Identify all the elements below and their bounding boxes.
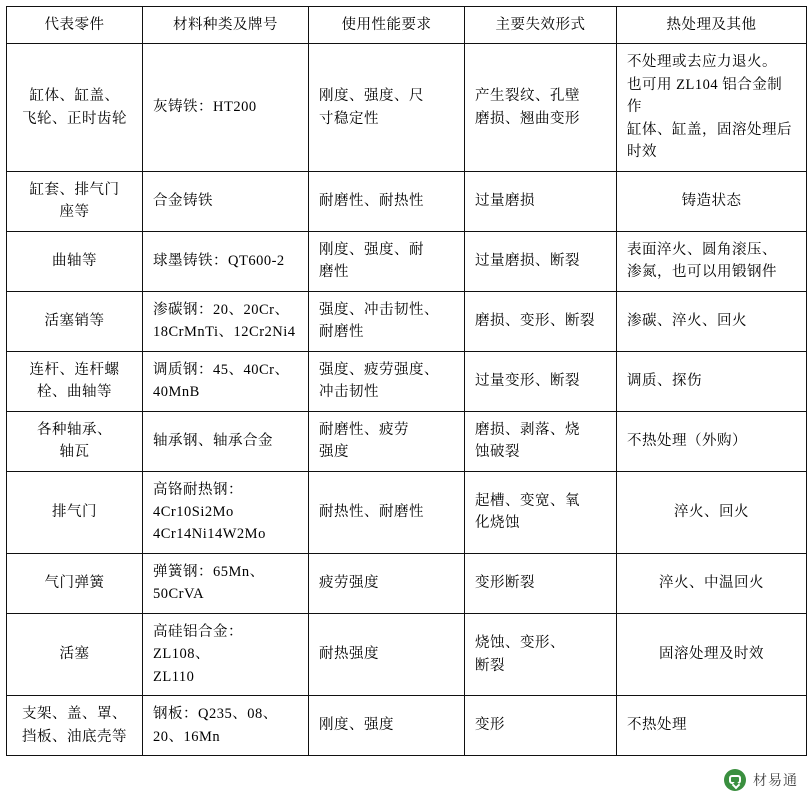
cell-performance: 强度、疲劳强度、 冲击韧性: [309, 351, 465, 411]
table-row: [7, 351, 807, 411]
cell-part: 支架、盖、罩、 挡板、油底壳等: [7, 696, 143, 756]
cell-part: 各种轴承、 轴瓦: [7, 411, 143, 471]
cell-performance: 刚度、强度、耐 磨性: [309, 231, 465, 291]
cell-failure: 烧蚀、变形、 断裂: [465, 613, 617, 695]
cell-failure: 起槽、变宽、氧 化烧蚀: [465, 471, 617, 553]
cell-heat-treatment: 固溶处理及时效: [617, 613, 807, 695]
column-header-failure: 主要失效形式: [465, 7, 617, 44]
table-row: [7, 613, 807, 695]
table-row: [7, 696, 807, 756]
cell-material: 合金铸铁: [143, 171, 309, 231]
table-header: [7, 7, 807, 44]
cell-material: 高铬耐热钢： 4Cr10Si2Mo 4Cr14Ni14W2Mo: [143, 471, 309, 553]
cell-heat-treatment: 不热处理: [617, 696, 807, 756]
cell-material: 渗碳钢：20、20Cr、 18CrMnTi、12Cr2Ni4: [143, 291, 309, 351]
cell-part: 曲轴等: [7, 231, 143, 291]
table-row: [7, 471, 807, 553]
cell-part: 连杆、连杆螺 栓、曲轴等: [7, 351, 143, 411]
cell-heat-treatment: 淬火、中温回火: [617, 553, 807, 613]
table-row: [7, 171, 807, 231]
cell-failure: 变形断裂: [465, 553, 617, 613]
brand-logo-icon: [724, 769, 746, 791]
cell-part: 气门弹簧: [7, 553, 143, 613]
column-header-material: 材料种类及牌号: [143, 7, 309, 44]
cell-heat-treatment: 淬火、回火: [617, 471, 807, 553]
parts-material-table: [6, 6, 807, 756]
cell-part: 活塞销等: [7, 291, 143, 351]
table-header-row: [7, 7, 807, 44]
cell-material: 高硅铝合金：ZL108、 ZL110: [143, 613, 309, 695]
table-row: [7, 231, 807, 291]
cell-material: 钢板：Q235、08、 20、16Mn: [143, 696, 309, 756]
table-row: [7, 411, 807, 471]
cell-heat-treatment: 不热处理（外购）: [617, 411, 807, 471]
cell-performance: 耐热强度: [309, 613, 465, 695]
table-body: [7, 44, 807, 756]
cell-heat-treatment: 铸造状态: [617, 171, 807, 231]
cell-failure: 过量磨损: [465, 171, 617, 231]
cell-failure: 过量磨损、断裂: [465, 231, 617, 291]
cell-failure: 过量变形、断裂: [465, 351, 617, 411]
table-row: [7, 291, 807, 351]
column-header-performance: 使用性能要求: [309, 7, 465, 44]
cell-heat-treatment: 不处理或去应力退火。 也可用 ZL104 铝合金制作 缸体、缸盖，固溶处理后 时效: [617, 44, 807, 171]
cell-performance: 疲劳强度: [309, 553, 465, 613]
cell-heat-treatment: 渗碳、淬火、回火: [617, 291, 807, 351]
document-sheet: [6, 6, 806, 797]
cell-part: 缸体、缸盖、 飞轮、正时齿轮: [7, 44, 143, 171]
cell-part: 缸套、排气门 座等: [7, 171, 143, 231]
cell-material: 弹簧钢：65Mn、 50CrVA: [143, 553, 309, 613]
cell-failure: 磨损、变形、断裂: [465, 291, 617, 351]
cell-heat-treatment: 调质、探伤: [617, 351, 807, 411]
cell-performance: 强度、冲击韧性、 耐磨性: [309, 291, 465, 351]
table-row: [7, 44, 807, 171]
cell-performance: 刚度、强度: [309, 696, 465, 756]
cell-failure: 变形: [465, 696, 617, 756]
column-header-part: 代表零件: [7, 7, 143, 44]
cell-part: 排气门: [7, 471, 143, 553]
cell-material: 灰铸铁：HT200: [143, 44, 309, 171]
cell-material: 球墨铸铁：QT600-2: [143, 231, 309, 291]
cell-material: 调质钢：45、40Cr、 40MnB: [143, 351, 309, 411]
cell-failure: 磨损、剥落、烧 蚀破裂: [465, 411, 617, 471]
cell-performance: 耐磨性、耐热性: [309, 171, 465, 231]
cell-performance: 刚度、强度、尺 寸稳定性: [309, 44, 465, 171]
watermark-label: 材易通: [753, 772, 798, 788]
watermark: [724, 769, 798, 791]
cell-heat-treatment: 表面淬火、圆角滚压、 渗氮，也可以用锻钢件: [617, 231, 807, 291]
cell-performance: 耐热性、耐磨性: [309, 471, 465, 553]
cell-material: 轴承钢、轴承合金: [143, 411, 309, 471]
cell-performance: 耐磨性、疲劳 强度: [309, 411, 465, 471]
table-row: [7, 553, 807, 613]
cell-part: 活塞: [7, 613, 143, 695]
column-header-heat-treatment: 热处理及其他: [617, 7, 807, 44]
cell-failure: 产生裂纹、孔壁 磨损、翘曲变形: [465, 44, 617, 171]
